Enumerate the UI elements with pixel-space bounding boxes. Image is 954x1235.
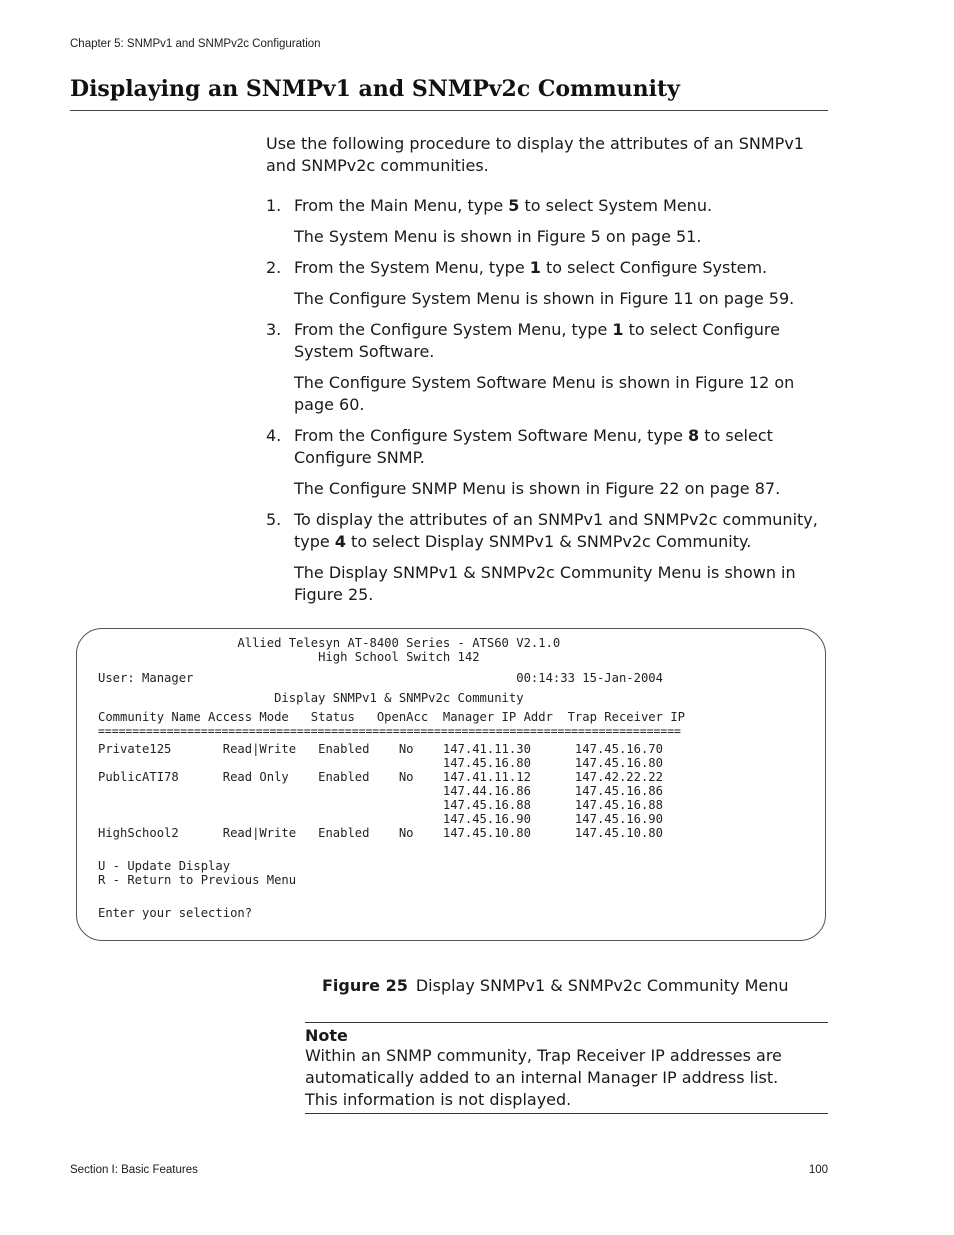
- terminal-option-return[interactable]: R - Return to Previous Menu: [98, 873, 297, 887]
- figure-caption-text: Display SNMPv1 & SNMPv2c Community Menu: [415, 976, 789, 995]
- page-number: 100: [808, 1164, 828, 1176]
- step-result: The Configure System Menu is shown in Figure 11 on page 59.: [294, 289, 795, 308]
- step-result: The Configure System Software Menu is shown in Figure 12 on page 60.: [294, 373, 795, 414]
- terminal-prompt[interactable]: Enter your selection?: [98, 906, 253, 920]
- intro-paragraph: Use the following procedure to display the attributes of an SNMPv1 and SNMPv2c communities.: [266, 134, 804, 175]
- terminal-community-rows: Private125 Read|Write Enabled No 147.41.11.30 147.45.16.70 147.45.16.80 147.45.16.80 PublicATI78 Read Only Enabled No 147.41.11.12 147.42.22.22 147.44.16.86 147.45.16.86 147.45.16.88 147.45.16.88 147.45.16.90 147.45.16.90 HighSchool2 Read|Write Enabled No 147.45.10.80 147.45.10.80: [98, 742, 663, 840]
- step-text-pre: To display the attributes of an SNMPv1 and SNMPv2c community, type: [294, 510, 818, 551]
- procedure-step: [266, 257, 828, 310]
- step-text-pre: From the Configure System Software Menu, type: [294, 426, 688, 445]
- figure-caption: [322, 975, 789, 997]
- step-number: 5.: [266, 510, 282, 529]
- procedure-step: [266, 319, 828, 416]
- running-header: Chapter 5: SNMPv1 and SNMPv2c Configuration: [70, 38, 321, 50]
- step-number: 4.: [266, 426, 282, 445]
- step-key: 5: [508, 196, 520, 215]
- terminal-user-clock: User: Manager 00:14:33 15-Jan-2004: [98, 671, 663, 685]
- step-text-pre: From the Configure System Menu, type: [294, 320, 613, 339]
- terminal-banner-product: Allied Telesyn AT-8400 Series - ATS60 V2.1.0: [98, 636, 561, 650]
- note-heading: Note: [305, 1026, 348, 1045]
- step-text-post: to select Configure System.: [540, 258, 768, 277]
- terminal-banner-switch: High School Switch 142: [98, 650, 480, 664]
- terminal-separator: =====================================================================================: [98, 724, 681, 738]
- step-result: The Configure SNMP Menu is shown in Figure 22 on page 87.: [294, 479, 781, 498]
- step-result: The Display SNMPv1 & SNMPv2c Community Menu is shown in Figure 25.: [294, 563, 796, 604]
- procedure-step: [266, 195, 828, 248]
- step-result: The System Menu is shown in Figure 5 on page 51.: [294, 227, 702, 246]
- procedure-steps: [266, 195, 828, 615]
- terminal-option-update[interactable]: U - Update Display: [98, 859, 231, 873]
- step-text-post: to select Configure SNMP.: [294, 426, 773, 467]
- section-title: Displaying an SNMPv1 and SNMPv2c Community: [70, 76, 680, 102]
- step-text-post: to select Display SNMPv1 & SNMPv2c Community.: [345, 532, 752, 551]
- step-number: 3.: [266, 320, 282, 339]
- terminal-screen: [76, 628, 826, 941]
- note-box: [305, 1022, 828, 1114]
- procedure-step: [266, 509, 828, 606]
- terminal-menu-title: Display SNMPv1 & SNMPv2c Community: [98, 691, 524, 705]
- step-number: 2.: [266, 258, 282, 277]
- figure-label: Figure 25: [322, 976, 408, 995]
- terminal-column-headers: Community Name Access Mode Status OpenAcc Manager IP Addr Trap Receiver IP: [98, 710, 685, 724]
- step-key: 8: [688, 426, 700, 445]
- step-text-pre: From the System Menu, type: [294, 258, 530, 277]
- procedure-step: [266, 425, 828, 500]
- note-text: Within an SNMP community, Trap Receiver IP addresses are automatically added to an internal Manager IP address list. This information is not displayed.: [305, 1046, 782, 1109]
- step-text-post: to select Configure System Software.: [294, 320, 780, 361]
- step-number: 1.: [266, 196, 282, 215]
- step-key: 1: [529, 258, 541, 277]
- step-key: 1: [612, 320, 624, 339]
- title-divider: [70, 110, 828, 111]
- step-key: 4: [334, 532, 346, 551]
- footer-section: Section I: Basic Features: [70, 1164, 198, 1176]
- step-text-post: to select System Menu.: [519, 196, 713, 215]
- step-text-pre: From the Main Menu, type: [294, 196, 509, 215]
